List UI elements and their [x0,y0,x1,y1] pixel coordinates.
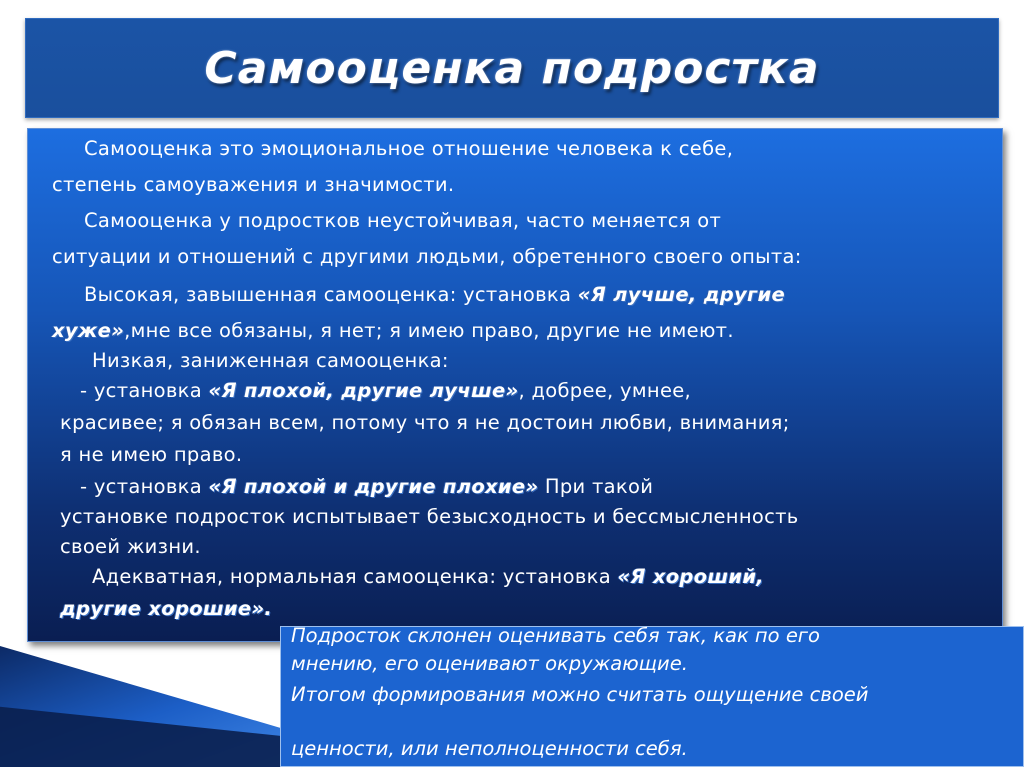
text-segment: - установка [80,475,209,498]
note-line-3: Итогом формирования можно считать ощущение своей [291,683,869,706]
text-segment: Самооценка это эмоциональное отношение человека к себе, [84,137,734,160]
title-banner [25,18,999,118]
note-panel [280,626,1024,767]
note-line-2: мнению, его оценивают окружающие. [291,652,688,675]
text-line-9 [60,411,790,434]
text-segment: , добрее, умнее, [518,379,692,402]
text-segment: Самооценка у подростков неустойчивая, часто меняется от [84,209,722,232]
text-line-12 [60,505,799,528]
text-line-3 [84,209,721,232]
text-line-10 [60,443,242,466]
text-segment: своей жизни. [60,535,201,558]
slide-title: Самооценка подростка [204,42,820,94]
emphasis-text: хуже» [52,319,125,342]
note-line-4: ценности, или неполноценности себя. [291,737,688,760]
text-line-1 [84,137,733,160]
text-segment: степень самоуважения и значимости. [52,173,455,196]
emphasis-text: «Я плохой и другие плохие» [208,475,539,498]
emphasis-text: другие хорошие». [60,597,273,620]
text-line-15 [60,597,272,620]
emphasis-text: «Я плохой, другие лучше» [208,379,519,402]
emphasis-text: «Я хороший, [617,565,765,588]
text-segment: Адекватная, нормальная самооценка: установка [92,565,618,588]
content-panel [27,128,1003,642]
text-segment: - установка [80,379,209,402]
text-line-14 [92,565,764,588]
text-segment: я не имею право. [60,443,243,466]
text-line-13 [60,535,201,558]
text-line-6 [52,319,734,342]
text-line-7 [92,349,449,372]
text-line-11 [80,475,653,498]
text-segment: Высокая, завышенная самооценка: установка [84,283,578,306]
note-line-1: Подросток склонен оценивать себя так, как по его [291,624,820,647]
text-line-5 [84,283,785,306]
text-segment: ситуации и отношений с другими людьми, обретенного своего опыта: [52,245,802,268]
text-segment: При такой [538,475,654,498]
text-segment: ,мне все обязаны, я нет; я имею право, другие не имеют. [124,319,734,342]
text-segment: установке подросток испытывает безысходность и бессмысленность [60,505,799,528]
text-segment: красивее; я обязан всем, потому что я не достоин любви, внимания; [60,411,790,434]
text-line-2 [52,173,454,196]
text-segment: Низкая, заниженная самооценка: [92,349,449,372]
text-line-8 [80,379,691,402]
text-line-4 [52,245,802,268]
emphasis-text: «Я лучше, другие [577,283,786,306]
